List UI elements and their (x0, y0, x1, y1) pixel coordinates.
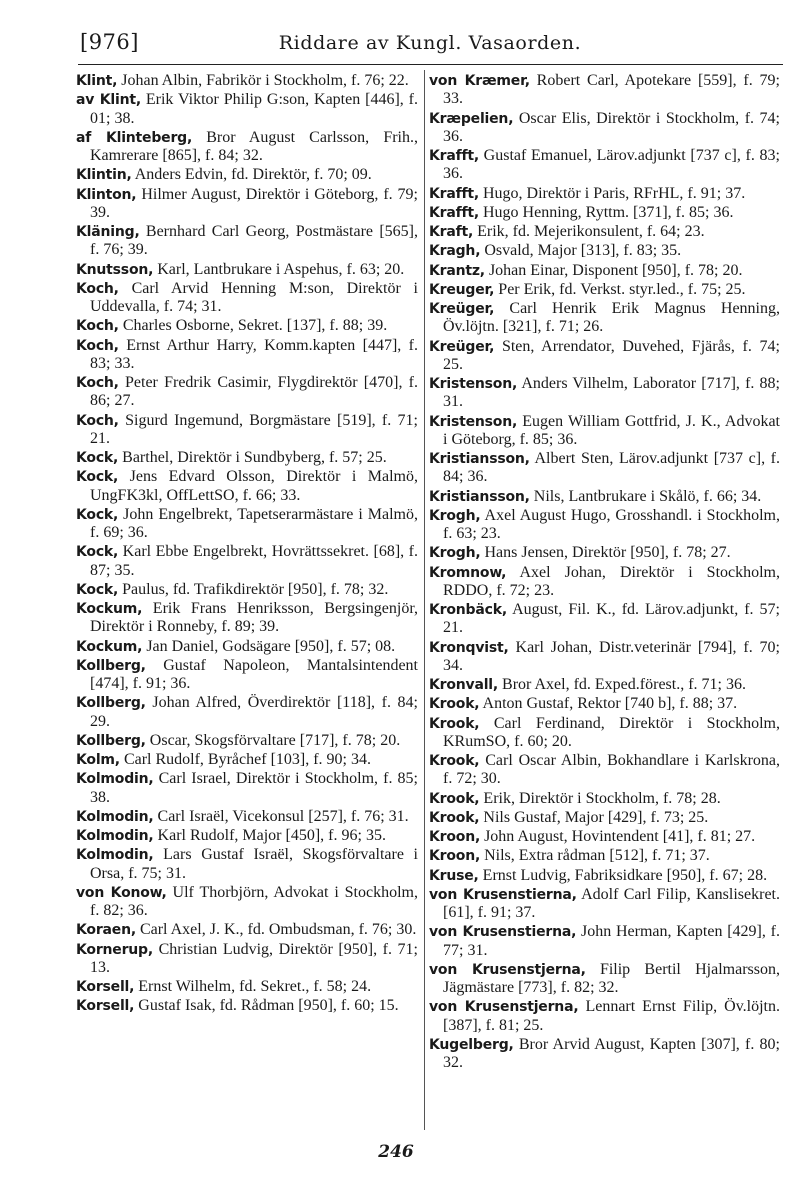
entry-details: Lars Gustaf Israël, Skogsförvaltare i Orsa, f. 75; 31. (90, 846, 418, 882)
register-entry (76, 543, 418, 580)
register-entry (429, 676, 780, 694)
register-entry (76, 638, 418, 656)
register-entry (429, 828, 780, 846)
page-number: 246 (378, 1142, 414, 1162)
entry-surname: Kock, (76, 544, 119, 561)
register-entry (429, 147, 780, 184)
entry-details: Johan Alfred, Överdirektör [118], f. 84; 29. (90, 694, 418, 730)
entry-details: Johan Albin, Fabrikör i Stockholm, f. 76; 22. (117, 72, 409, 89)
register-entry (429, 204, 780, 222)
entry-details: Albert Sten, Lärov.adjunkt [737 c], f. 84; 36. (443, 450, 780, 486)
left-column (76, 72, 418, 1017)
register-entry (76, 317, 418, 335)
entry-details: Hugo Henning, Ryttm. [371], f. 85; 36. (479, 203, 734, 221)
page-reference: [976] (80, 30, 139, 54)
entry-surname: Koch, (76, 337, 119, 354)
entry-details: August, Fil. K., fd. Lärov.adjunkt, f. 57; 21. (443, 601, 780, 637)
entry-details: Ernst Ludvig, Fabriksidkare [950], f. 67; 28. (478, 866, 768, 884)
entry-details: Oscar, Skogsförvaltare [717], f. 78; 20. (145, 731, 401, 749)
entry-surname: Kragh, (429, 243, 481, 260)
register-entry (429, 867, 780, 885)
entry-surname: Knutsson, (76, 261, 154, 278)
register-entry (429, 300, 780, 337)
entry-details: Robert Carl, Apotekare [559], f. 79; 33. (443, 72, 780, 108)
register-entry (76, 223, 418, 260)
entry-details: John August, Hovintendent [41], f. 81; 27. (480, 828, 756, 845)
entry-surname: Kolmodin, (76, 828, 154, 844)
entry-details: Lennart Ernst Filip, Öv.löjtn. [387], f. 81; 25. (443, 998, 780, 1034)
entry-details: Carl Oscar Albin, Bokhandlare i Karlskrona, f. 72; 30. (443, 752, 780, 788)
entry-details: Jens Edvard Olsson, Direktör i Malmö, UngFK3kl, OffLettSO, f. 66; 33. (90, 468, 418, 504)
entry-details: Bror Arvid August, Kapten [307], f. 80; 32. (443, 1035, 780, 1071)
register-entry (76, 506, 418, 543)
entry-details: Axel Johan, Direktör i Stockholm, RDDO, f. 72; 23. (443, 563, 780, 599)
register-entry (76, 261, 418, 279)
register-entry (429, 185, 780, 203)
entry-details: Carl Israel, Direktör i Stockholm, f. 85; 38. (90, 770, 418, 806)
register-entry (76, 694, 418, 731)
entry-details: Erik Viktor Philip G:son, Kapten [446], f. 01; 38. (90, 91, 419, 127)
register-entry (76, 657, 418, 694)
entry-surname: Krafft, (429, 148, 479, 164)
register-entry (76, 732, 418, 750)
register-entry (76, 449, 418, 467)
entry-surname: Krantz, (429, 262, 485, 279)
entry-surname: Kollberg, (76, 657, 146, 674)
entry-surname: Korsell, (76, 979, 135, 995)
entry-details: Peter Fredrik Casimir, Flygdirektör [470], f. 86; 27. (90, 374, 418, 410)
entry-surname: Kruse, (429, 867, 479, 884)
entry-details: Adolf Carl Filip, Kanslisekret. [61], f. 91; 37. (443, 885, 780, 921)
entry-details: Carl Israël, Vicekonsul [257], f. 76; 31. (153, 807, 409, 825)
entry-details: Anton Gustaf, Rektor [740 b], f. 88; 37. (479, 695, 738, 713)
register-entry (76, 997, 418, 1015)
register-entry (429, 242, 780, 260)
entry-details: Johan Einar, Disponent [950], f. 78; 20. (484, 261, 743, 279)
entry-surname: Krook, (429, 790, 480, 807)
register-entry (76, 129, 418, 166)
entry-details: Ernst Arthur Harry, Komm.kapten [447], f. 83; 33. (90, 336, 418, 372)
register-entry (429, 507, 780, 544)
entry-surname: Kollberg, (76, 695, 146, 712)
entry-surname: Koch, (76, 412, 119, 429)
entry-details: Carl Ferdinand, Direktör i Stockholm, KRumSO, f. 60; 20. (443, 714, 780, 750)
entry-surname: Kugelberg, (429, 1036, 514, 1053)
register-entry (429, 809, 780, 827)
entry-surname: Kroon, (429, 848, 481, 865)
entry-surname: Kock, (76, 506, 119, 523)
register-entry (429, 961, 780, 998)
entry-surname: Kock, (76, 450, 119, 466)
register-entry (429, 413, 780, 450)
entry-details: Eugen William Gottfrid, J. K., Advokat i Göteborg, f. 85; 36. (443, 412, 780, 448)
entry-details: Carl Arvid Henning M:son, Direktör i Uddevalla, f. 74; 31. (90, 279, 418, 315)
entry-surname: Kollberg, (76, 732, 146, 749)
entry-surname: Kockum, (76, 601, 143, 617)
entry-surname: af Klinteberg, (76, 129, 193, 146)
entry-details: Ernst Wilhelm, fd. Sekret., f. 58; 24. (134, 978, 372, 995)
entry-details: Gustaf Napoleon, Mantalsintendent [474], f. 91; 36. (90, 656, 418, 692)
register-entry (76, 337, 418, 374)
entry-details: Karl Rudolf, Major [450], f. 96; 35. (153, 827, 386, 844)
register-entry (429, 998, 780, 1035)
register-entry (429, 110, 780, 147)
register-entry (429, 1036, 780, 1073)
page-header (80, 30, 780, 62)
entry-surname: Kristiansson, (429, 451, 530, 467)
column-divider (424, 70, 425, 1130)
register-entry (429, 752, 780, 789)
entry-surname: Koch, (76, 280, 119, 297)
entry-surname: von Kræmer, (429, 73, 530, 89)
register-entry (76, 468, 418, 505)
entry-details: Hans Jensen, Direktör [950], f. 78; 27. (480, 544, 731, 562)
register-entry (429, 715, 780, 752)
entry-surname: Kronqvist, (429, 639, 509, 656)
entry-details: Hugo, Direktör i Paris, RFrHL, f. 91; 37. (479, 184, 746, 202)
entry-details: Anders Edvin, fd. Direktör, f. 70; 09. (131, 166, 372, 184)
entry-surname: Kristenson, (429, 376, 518, 392)
entry-details: Osvald, Major [313], f. 83; 35. (480, 242, 682, 260)
entry-surname: Kromnow, (429, 564, 507, 581)
register-entry (76, 412, 418, 449)
entry-details: Nils Gustaf, Major [429], f. 73; 25. (479, 808, 709, 826)
entry-surname: Kolmodin, (76, 808, 154, 825)
register-entry (429, 923, 780, 960)
entry-surname: Klinton, (76, 186, 137, 203)
entry-surname: av Klint, (76, 92, 141, 109)
entry-surname: Kreuger, (429, 281, 495, 298)
entry-details: Jan Daniel, Godsägare [950], f. 57; 08. (142, 637, 396, 655)
entry-surname: Koch, (76, 375, 119, 391)
entry-details: Karl Johan, Distr.veterinär [794], f. 70; 34. (443, 638, 780, 674)
entry-details: Christian Ludvig, Direktör [950], f. 71; 13. (90, 940, 418, 976)
entry-details: Anders Vilhelm, Laborator [717], f. 88; 31. (443, 375, 780, 411)
entry-surname: von Konow, (76, 884, 167, 901)
entry-details: Carl Rudolf, Byråchef [103], f. 90; 34. (119, 751, 371, 768)
entry-surname: Klintin, (76, 167, 132, 184)
entry-details: Barthel, Direktör i Sundbyberg, f. 57; 25. (118, 449, 387, 466)
entry-surname: Krogh, (429, 545, 481, 562)
register-entry (76, 581, 418, 599)
entry-surname: Krogh, (429, 507, 481, 524)
register-entry (429, 262, 780, 280)
entry-surname: Kristiansson, (429, 488, 530, 505)
register-entry (429, 695, 780, 713)
register-entry (429, 281, 780, 299)
entry-surname: von Krusenstierna, (429, 886, 577, 903)
entry-surname: Klint, (76, 73, 118, 89)
entry-details: Gustaf Emanuel, Lärov.adjunkt [737 c], f. 83; 36. (443, 147, 780, 183)
register-entry (76, 91, 418, 128)
register-entry (429, 223, 780, 241)
entry-surname: von Krusenstjerna, (429, 961, 586, 978)
entry-surname: Kock, (76, 469, 119, 486)
entry-details: Hilmer August, Direktör i Göteborg, f. 79; 39. (90, 185, 418, 221)
entry-surname: Kornerup, (76, 941, 153, 958)
register-entry (429, 886, 780, 923)
entry-details: Karl Ebbe Engelbrekt, Hovrättssekret. [68], f. 87; 35. (90, 543, 418, 579)
register-entry (76, 600, 418, 637)
register-entry (76, 186, 418, 223)
entry-details: Bror August Carlsson, Frih., Kamrerare [865], f. 84; 32. (90, 128, 418, 164)
entry-details: Nils, Extra rådman [512], f. 71; 37. (480, 847, 710, 865)
entry-details: Per Erik, fd. Verkst. styr.led., f. 75; 25. (494, 280, 746, 298)
entry-details: Filip Bertil Hjalmarsson, Jägmästare [773], f. 82; 32. (443, 960, 780, 996)
entry-details: John Engelbrekt, Tapetserarmästare i Malmö, f. 69; 36. (90, 505, 418, 541)
entry-surname: von Krusenstjerna, (429, 999, 579, 1016)
entry-surname: Krafft, (429, 204, 479, 221)
register-entry (76, 884, 418, 921)
entry-surname: Kockum, (76, 638, 143, 655)
entry-surname: Kraft, (429, 224, 474, 240)
register-entry (76, 751, 418, 769)
entry-surname: Krook, (429, 753, 480, 769)
entry-surname: Kræpelien, (429, 110, 514, 127)
entry-surname: Kläning, (76, 224, 140, 240)
entry-surname: Kroon, (429, 829, 481, 845)
entry-surname: Krook, (429, 809, 480, 826)
register-entry (429, 450, 780, 487)
entry-surname: Korsell, (76, 998, 135, 1015)
entry-details: Charles Osborne, Sekret. [137], f. 88; 39. (118, 317, 388, 335)
entry-surname: von Krusenstierna, (429, 924, 577, 941)
entry-surname: Kreüger, (429, 301, 495, 317)
register-entry (76, 166, 418, 184)
entry-details: Erik Frans Henriksson, Bergsingenjör, Direktör i Ronneby, f. 89; 39. (90, 600, 418, 636)
register-entry (429, 564, 780, 601)
register-entry (76, 846, 418, 883)
entry-details: Carl Axel, J. K., fd. Ombudsman, f. 76; 30. (135, 921, 417, 939)
register-entry (429, 338, 780, 375)
register-entry (429, 601, 780, 638)
entry-details: Sten, Arrendator, Duvehed, Fjärås, f. 74; 25. (443, 337, 780, 373)
entry-surname: Kronbäck, (429, 602, 507, 618)
register-entry (429, 375, 780, 412)
register-entry (76, 374, 418, 411)
register-entry (76, 72, 418, 90)
entry-surname: Koraen, (76, 922, 136, 939)
register-entry (76, 827, 418, 845)
entry-details: Bror Axel, fd. Exped.förest., f. 71; 36. (498, 676, 746, 693)
entry-surname: Kolm, (76, 752, 120, 768)
entry-details: Axel August Hugo, Grosshandl. i Stockholm, f. 63; 23. (443, 506, 780, 542)
entry-details: Gustaf Isak, fd. Rådman [950], f. 60; 15. (134, 997, 399, 1015)
header-rule (78, 64, 783, 65)
register-entry (76, 921, 418, 939)
entry-surname: Kolmodin, (76, 847, 154, 864)
entry-surname: Kolmodin, (76, 771, 154, 788)
entry-details: Oscar Elis, Direktör i Stockholm, f. 74; 36. (443, 109, 780, 145)
entry-details: Erik, Direktör i Stockholm, f. 78; 28. (479, 789, 721, 807)
entry-details: Bernhard Carl Georg, Postmästare [565], f. 76; 39. (90, 223, 418, 259)
entry-details: John Herman, Kapten [429], f. 77; 31. (443, 923, 780, 959)
entry-details: Karl, Lantbrukare i Aspehus, f. 63; 20. (153, 260, 405, 278)
register-entry (76, 941, 418, 978)
entry-details: Ulf Thorbjörn, Advokat i Stockholm, f. 82; 36. (90, 883, 418, 919)
register-entry (429, 488, 780, 506)
entry-surname: Kronvall, (429, 677, 499, 693)
entry-surname: Krafft, (429, 185, 479, 202)
register-entry (429, 847, 780, 865)
register-entry (429, 72, 780, 109)
entry-surname: Kristenson, (429, 413, 518, 430)
entry-details: Erik, fd. Mejerikonsulent, f. 64; 23. (473, 223, 705, 240)
entry-surname: Kreüger, (429, 338, 495, 355)
entry-details: Paulus, fd. Trafikdirektör [950], f. 78; 32. (118, 580, 389, 598)
right-column (429, 72, 780, 1073)
register-entry (429, 790, 780, 808)
running-title: Riddare av Kungl. Vasaorden. (278, 32, 582, 54)
entry-details: Carl Henrik Erik Magnus Henning, Öv.löjtn. [321], f. 71; 26. (443, 300, 780, 336)
entry-surname: Kock, (76, 581, 119, 598)
entry-surname: Krook, (429, 696, 480, 713)
register-entry (76, 770, 418, 807)
register-entry (429, 544, 780, 562)
register-entry (76, 978, 418, 996)
register-entry (429, 639, 780, 676)
entry-surname: Krook, (429, 715, 480, 732)
register-entry (76, 280, 418, 317)
entry-details: Sigurd Ingemund, Borgmästare [519], f. 71; 21. (90, 411, 418, 447)
entry-surname: Koch, (76, 318, 119, 335)
entry-details: Nils, Lantbrukare i Skålö, f. 66; 34. (529, 487, 762, 505)
register-entry (76, 808, 418, 826)
